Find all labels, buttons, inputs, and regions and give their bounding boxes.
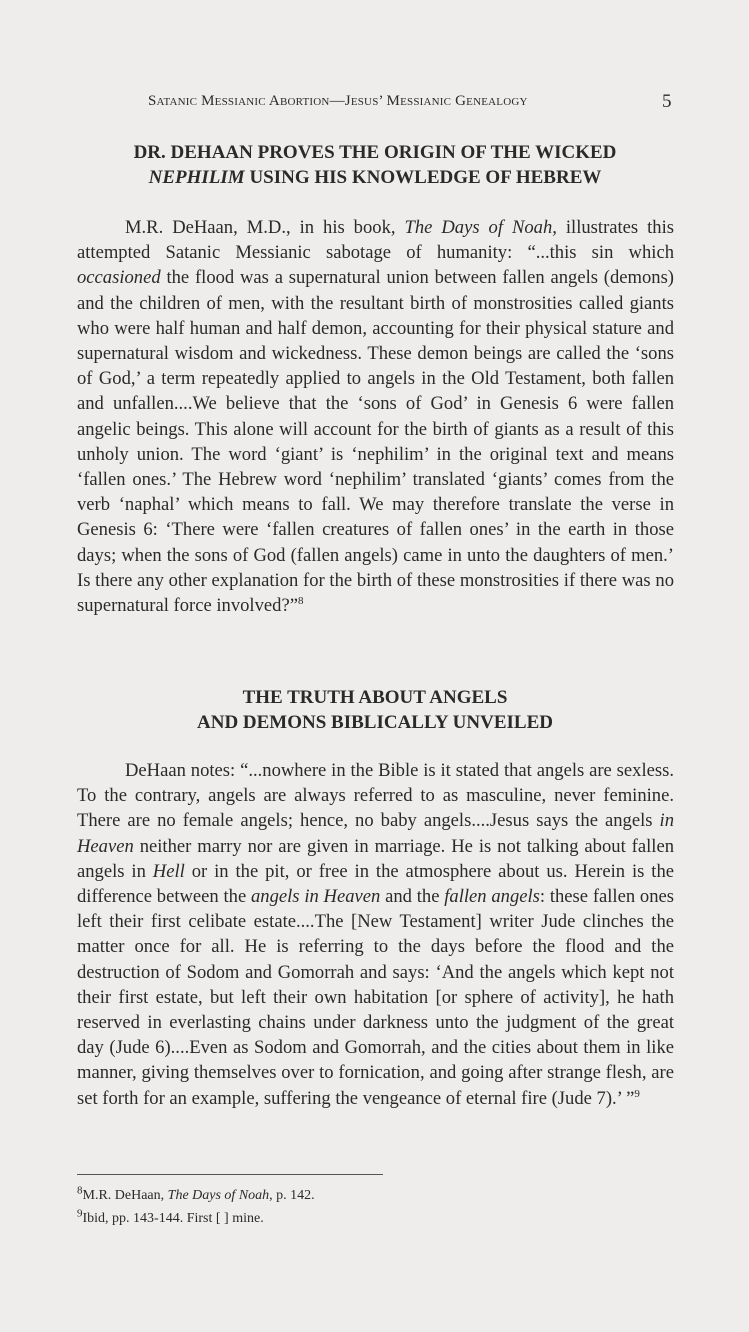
section-heading-2-line-1: THE TRUTH ABOUT ANGELS xyxy=(242,687,508,708)
footnote-8-book-title: The Days of Noah xyxy=(167,1188,270,1203)
paragraph-1-text: the flood was a supernatural union between fallen angels (demons) and the children of men, with the resultant birth of monstrosities called giants who were half human and half demon, accounting for their physical stature and supernatural wisdom and wickedness. These demon beings are called the ‘sons of God,’ a term repeatedly applied to angels in the Old Testament, both fallen and unfallen....We believe that the ‘sons of God’ in Genesis 6 were fallen angelic beings. This alone will account for the birth of giants as a result of this unholy union. The word ‘giant’ is ‘nephilim’ in the original text and means ‘fallen ones.’ The Hebrew word ‘nephilim’ translated ‘giants’ comes from the verb ‘naphal’ which means to fall. We may therefore translate the verse in Genesis 6: ‘There were ‘fallen creatures of fallen ones’ in the earth in those days; when the sons of God (fallen angels) came in unto the daughters of men.’ Is there any other explanation for the birth of these monstrosities if there was no supernatural force involved?” xyxy=(77,267,674,617)
footnote-8-text: M.R. DeHaan, xyxy=(82,1188,168,1203)
section-heading-1-line-2 xyxy=(76,165,674,190)
footnote-8 xyxy=(77,1186,315,1206)
emphasis-italic: occasioned xyxy=(77,267,161,289)
paragraph-1-text: M.R. DeHaan, M.D., in his book, xyxy=(125,217,405,238)
section-heading-2-line-2: AND DEMONS BIBLICALLY UNVEILED xyxy=(197,712,553,733)
footnote-ref-8: 8 xyxy=(297,594,304,607)
footnote-9-number: 9 xyxy=(77,1207,83,1220)
paragraph-2-text: and the xyxy=(380,886,445,908)
footnote-8-number: 8 xyxy=(77,1184,83,1197)
page-number: 5 xyxy=(662,91,672,112)
book-title-italic: The Days of Noah, xyxy=(404,217,557,238)
emphasis-italic: in Heaven xyxy=(77,810,674,857)
footnote-9 xyxy=(77,1209,264,1229)
running-head-dash: — xyxy=(329,93,345,109)
section-heading-1-line-1: DR. DEHAAN PROVES THE ORIGIN OF THE WICKED xyxy=(133,142,617,163)
section-heading-2 xyxy=(76,685,674,735)
paragraph-1 xyxy=(77,215,674,618)
paragraph-2-text: DeHaan notes: “...nowhere in the Bible is it stated that angels are sexless. To the contrary, angels are always referred to as masculine, never feminine. There are no female angels; hence, no baby angels....Jesus says the angels xyxy=(77,760,674,832)
running-head xyxy=(148,93,678,110)
footnote-divider xyxy=(77,1174,383,1175)
section-heading-1 xyxy=(76,140,674,190)
paragraph-2-text: neither marry nor are given in marriage. He is not talking about fallen angels in xyxy=(77,835,674,882)
emphasis-italic: angels in Heaven xyxy=(251,886,381,908)
heading-line-2-rest: USING HIS KNOWLEDGE OF HEBREW xyxy=(244,167,602,188)
paragraph-2-text: or in the pit, or free in the atmosphere about us. Herein is the difference between the xyxy=(77,860,674,908)
running-head-subtitle: Jesus’ Messianic Genealogy xyxy=(344,93,528,109)
paragraph-2 xyxy=(77,758,674,1111)
footnote-8-text: , p. 142. xyxy=(269,1188,315,1203)
emphasis-italic: Hell xyxy=(152,860,185,882)
footnote-ref-9: 9 xyxy=(634,1087,640,1100)
paragraph-1-text: illustrates this attempted Satanic Messianic sabotage of humanity: “...this sin which xyxy=(77,217,674,264)
running-head-title: Satanic Messianic Abortion xyxy=(148,93,330,109)
emphasis-italic: fallen angels xyxy=(444,886,540,908)
paragraph-2-text: : these fallen ones left their first celibate estate....The [New Testament] writer Jude clinches the matter once for all. He is referring to the days before the flood and the destruction of Sodom and Gomorrah and says: ‘And the angels which kept not their first estate, but left their own habitation [or sphere of activity], he hath reserved in everlasting chains under darkness unto the judgment of the great day (Jude 6)....Even as Sodom and Gomorrah, and the cities about them in like manner, giving themselves over to fornication, and going after strange flesh, are set forth for an example, suffering the vengeance of eternal fire (Jude 7).’ ” xyxy=(77,886,675,1109)
footnote-9-text: Ibid, pp. 143-144. First [ ] mine. xyxy=(82,1211,264,1226)
heading-italic-term: NEPHILIM xyxy=(148,167,245,188)
